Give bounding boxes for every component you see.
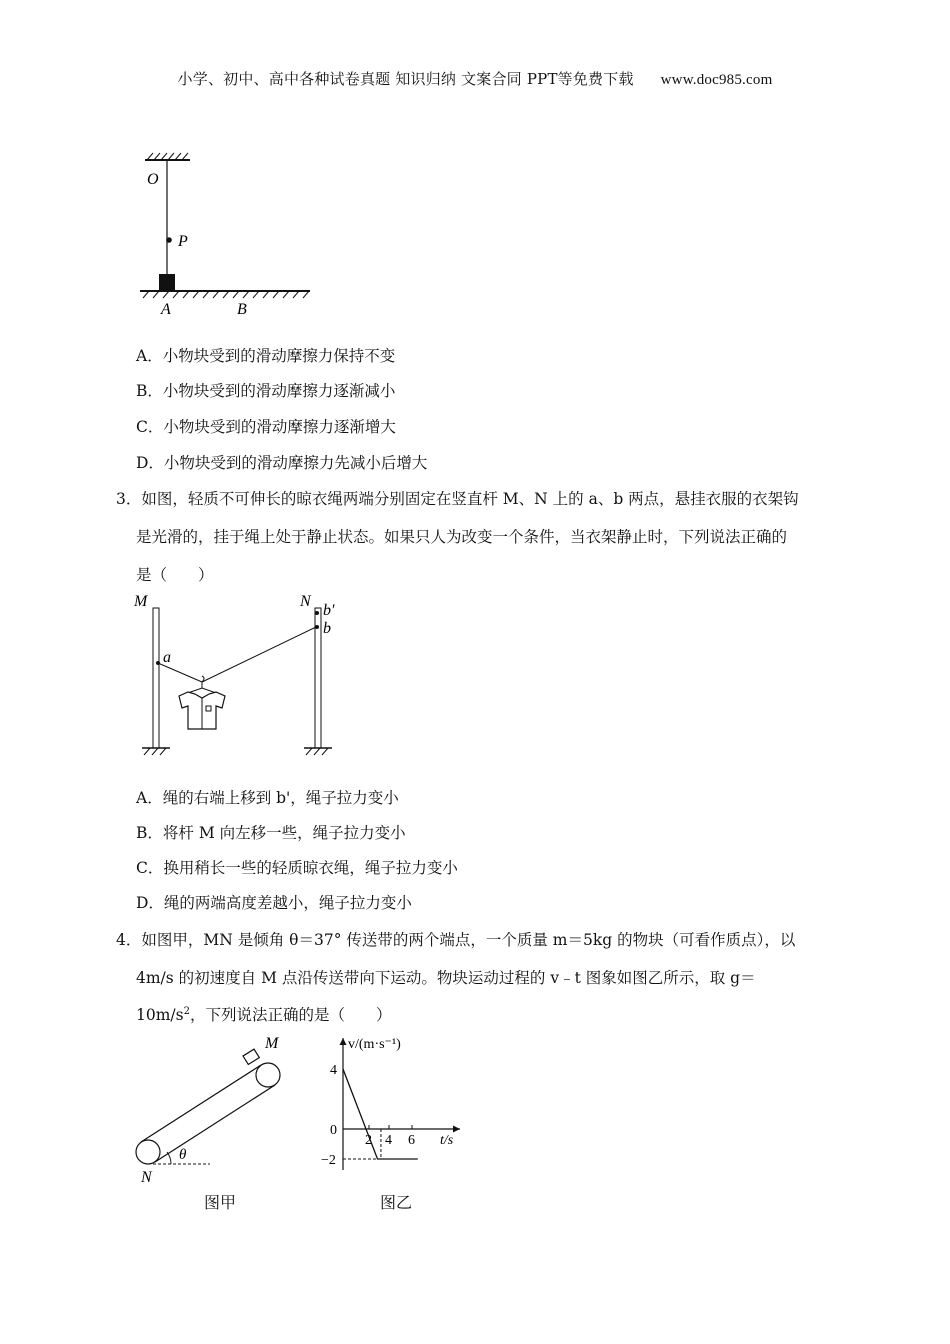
label-B: B (237, 301, 247, 318)
q3-stem-line2: 是光滑的，挂于绳上处于静止状态。如果只人为改变一个条件，当衣架静止时，下列说法正确的 (136, 528, 788, 546)
q3-stem-line3: 是（ ） (136, 566, 214, 584)
label-O: O (147, 171, 159, 188)
q2-option-d: D．小物块受到的滑动摩擦力先减小后增大 (136, 454, 428, 472)
q4-stem-line1: 4．如图甲，MN 是倾角 θ＝37° 传送带的两个端点，一个质量 m＝5kg 的物块（可看作质点），以 (116, 931, 796, 949)
label-P: P (178, 233, 188, 250)
label-N: N (300, 593, 311, 610)
caption-figure-a: 图甲 (204, 1193, 237, 1212)
label-belt-N: N (141, 1169, 152, 1186)
series-line-v (343, 1069, 418, 1159)
header-url[interactable]: www.doc985.com (660, 72, 773, 88)
y-tick-label: −2 (321, 1153, 336, 1168)
label-b: b (323, 620, 331, 637)
x-tick-label: 2 (365, 1133, 372, 1148)
x-tick-label: 4 (385, 1133, 392, 1148)
q4-stem-line3: $10m/s^2$，下列说法正确的是（ ） (136, 1005, 392, 1024)
q2-option-c: C．小物块受到的滑动摩擦力逐渐增大 (136, 418, 396, 436)
q3-option-d: D．绳的两端高度差越小，绳子拉力变小 (136, 894, 412, 912)
x-axis-label: t/s (440, 1133, 454, 1148)
y-tick-label: 0 (330, 1123, 337, 1138)
label-belt-M: M (265, 1035, 279, 1052)
y-tick-label: 4 (330, 1063, 337, 1078)
q2-option-b: B．小物块受到的滑动摩擦力逐渐减小 (136, 382, 396, 400)
label-A: A (161, 301, 171, 318)
vt-chart (310, 1030, 480, 1180)
q4-stem-line2: 4m/s 的初速度自 M 点沿传送带向下运动。物块运动过程的 v﹣t 图象如图乙所示，取 g＝ (136, 969, 756, 987)
q3-stem-line1: 3．如图，轻质不可伸长的晾衣绳两端分别固定在竖直杆 M、N 上的 a、b 两点，悬挂衣服的衣架钩 (116, 490, 799, 508)
figure-conveyor-belt (125, 1030, 295, 1190)
label-a: a (163, 649, 171, 666)
q3-option-c: C．换用稍长一些的轻质晾衣绳，绳子拉力变小 (136, 859, 458, 877)
caption-figure-b: 图乙 (380, 1193, 413, 1212)
q3-option-b: B．将杆 M 向左移一些，绳子拉力变小 (136, 824, 406, 842)
q3-option-a: A．绳的右端上移到 b'，绳子拉力变小 (136, 789, 399, 807)
label-theta: θ (179, 1147, 187, 1163)
page-header (0, 68, 950, 89)
label-M: M (134, 593, 148, 610)
q2-option-a: A．小物块受到的滑动摩擦力保持不变 (136, 347, 396, 365)
x-tick-label: 6 (408, 1133, 415, 1148)
figure-string-block (135, 150, 320, 320)
figure-clothesline (130, 590, 350, 765)
y-axis-label: v/(m·s⁻¹) (348, 1037, 401, 1052)
header-text: 小学、初中、高中各种试卷真题 知识归纳 文案合同 PPT等免费下载 (177, 70, 634, 88)
label-bprime: b′ (323, 602, 335, 619)
